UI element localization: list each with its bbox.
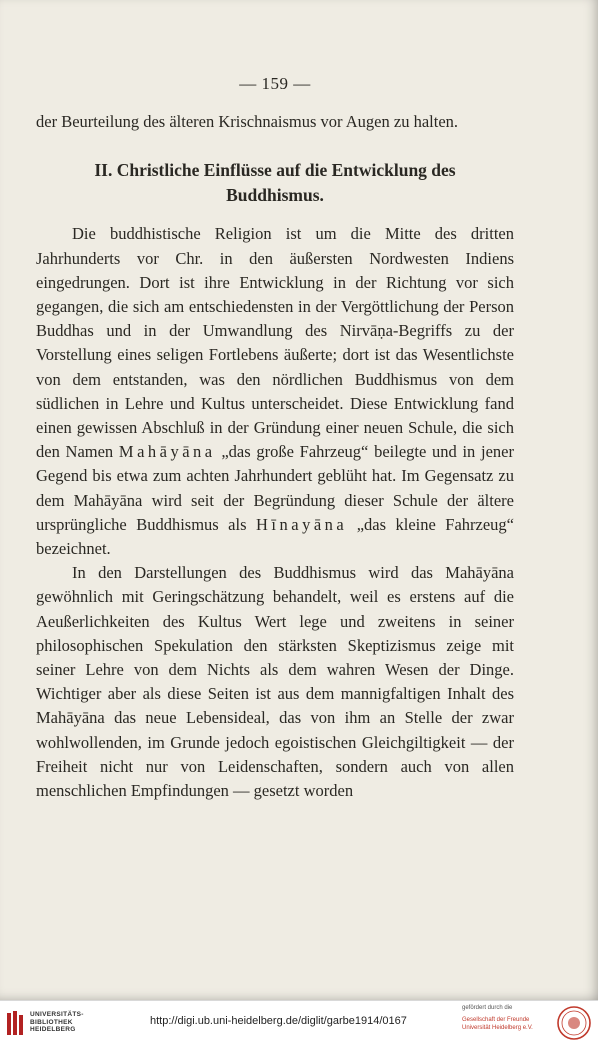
sponsor-line-2: Gesellschaft der Freunde — [462, 1017, 530, 1023]
paragraph-1-part-1: Die buddhistische Religion ist um die Mitte des dritten Jahrhunderts vor Chr. in den äußersten Nordwesten Indiens eingedrungen. Dort ist ihre Entwicklung in der Richtung vor sich gegangen, die sich am entschiedensten in der Vergöttlichung der Person Buddhas und in der Umwandlung des Nirvāṇa-Begriffs zu der Vorstellung eines seligen Fortlebens äußerte; dort ist das Wesentlichste von dem entstanden, was den nördlichen Buddhismus von dem südlichen in Lehre und Kultus unterscheidet. Diese Entwicklung fand einen gewissen Abschluß in der Gründung einer neuen Schule, die sich den Namen — [36, 224, 514, 462]
sponsor-line-3: Universität Heidelberg e.V. — [462, 1025, 533, 1031]
paragraph-1-part-2: „das große Fahrzeug“ beilegte und in jener Gegend bis etwa zum achten Jahrhundert geblüht hat. Im Gegensatz zu dem Mahāyāna wird seit der Begründung dieser Schule der ältere ursprüngliche Buddhismus als — [36, 442, 514, 534]
term-mahayana: Mahāyāna — [118, 442, 216, 462]
university-seal-icon — [556, 1005, 592, 1041]
library-name — [30, 1011, 84, 1034]
term-hinayana: Hīnayāna — [256, 514, 348, 534]
heading-line-2: Buddhismus. — [226, 185, 324, 206]
sponsor-line-1: gefördert durch die — [462, 1005, 513, 1011]
sponsor-note — [462, 1004, 554, 1032]
opening-paragraph — [36, 110, 514, 134]
heading-line-1: II. Christliche Einflüsse auf die Entwicklung des — [94, 160, 456, 181]
page-text — [36, 72, 514, 803]
library-logo-icon — [6, 1009, 26, 1037]
library-name-line-2: BIBLIOTHEK — [30, 1018, 73, 1026]
opening-line-2: halten. — [413, 112, 459, 132]
permalink[interactable]: http://digi.ub.uni-heidelberg.de/diglit/garbe1914/0167 — [150, 1015, 407, 1027]
footer-bar — [0, 1000, 598, 1044]
library-name-line-1: UNIVERSITÄTS- — [30, 1011, 84, 1018]
opening-line-1: der Beurteilung des älteren Krischnaismus vor Augen zu — [36, 112, 410, 132]
library-name-line-3: HEIDELBERG — [30, 1026, 76, 1033]
page-number: — 159 — — [239, 74, 311, 93]
paragraph-1 — [36, 222, 514, 561]
section-heading — [36, 158, 514, 208]
paragraph-1-part-3: „das kleine Fahrzeug“ bezeichnet. — [36, 514, 515, 559]
paragraph-2: In den Darstellungen des Buddhismus wird das Mahāyāna gewöhnlich mit Geringschätzung behandelt, weil es erstens auf die Aeußerlichkeiten des Kultus Wert lege und zweitens in seiner philosophischen Spekulation den stärksten Skeptizismus zeige mit seiner Lehre von dem Nichts als dem wahren Wesen der Dinge. Wichtiger aber als diese Seiten ist aus dem mannigfaltigen Inhalt des Mahāyāna das neue Lebensideal, das von ihm an Stelle der zwar wohlwollenden, im Grunde jedoch egoistischen Gleichgiltigkeit — der Freiheit nicht nur von Leidenschaften, sondern auch von allen menschlichen Empfindungen — gesetzt worden — [36, 563, 514, 801]
